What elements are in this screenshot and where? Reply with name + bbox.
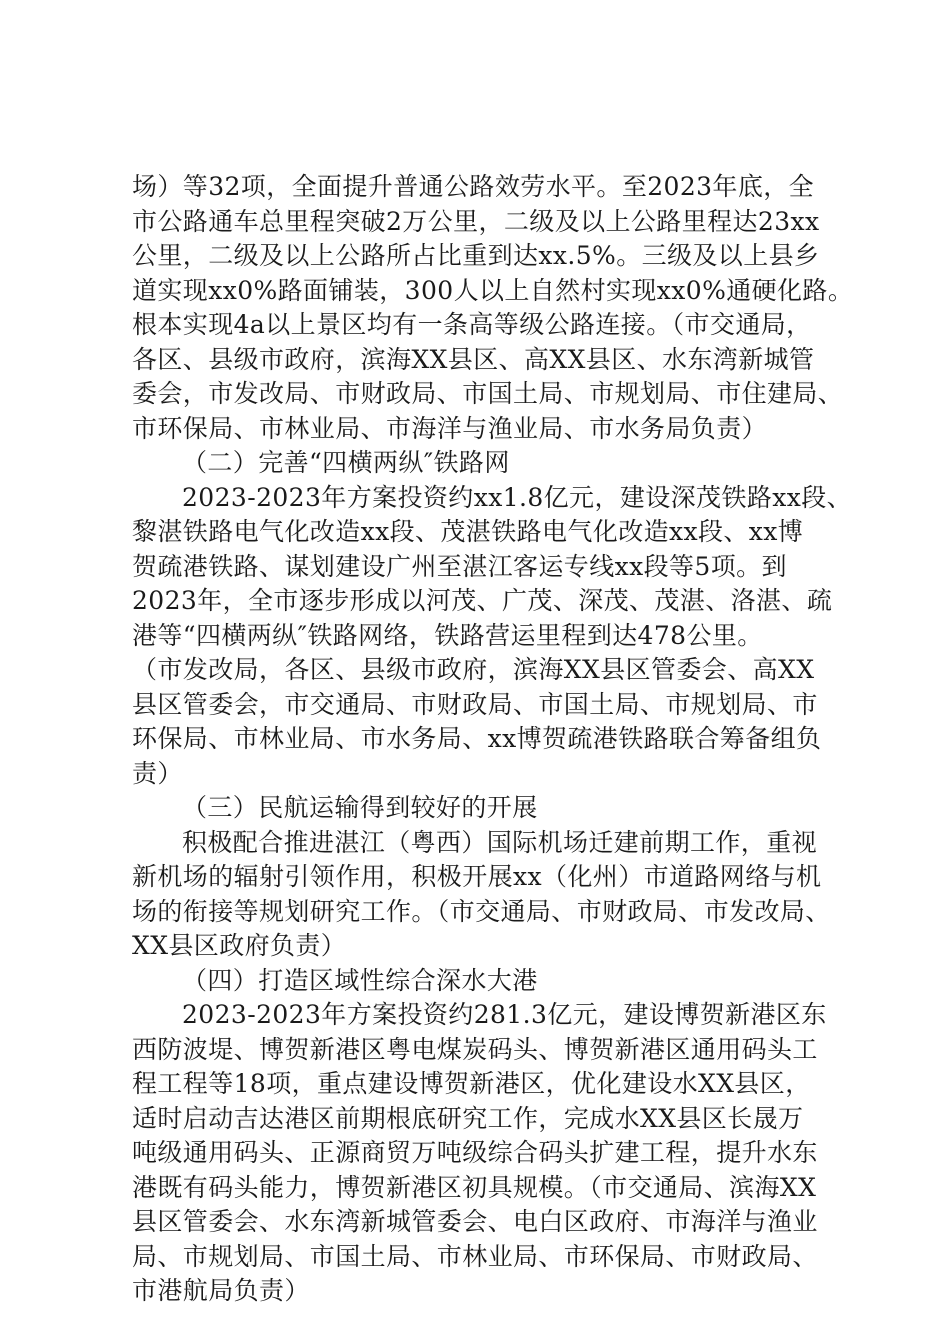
paragraph-line: 局、市规划局、市国土局、市林业局、市环保局、市财政局、 (132, 1241, 818, 1271)
paragraph-line: 市港航局负责） (132, 1276, 310, 1305)
paragraph-line: 新机场的辐射引领作用，积极开展xx（化州）市道路网络与机 (132, 862, 822, 891)
paragraph-line: 黎湛铁路电气化改造xx段、茂湛铁路电气化改造xx段、xx博 (132, 517, 804, 546)
paragraph-line: 2023年，全市逐步形成以河茂、广茂、深茂、茂湛、洛湛、疏 (132, 586, 833, 615)
paragraph-line: XX县区政府负责） (132, 931, 347, 960)
paragraph-line: 贺疏港铁路、谋划建设广州至湛江客运专线xx段等5项。到 (132, 551, 787, 581)
paragraph-line: 西防波堤、博贺新港区粤电煤炭码头、博贺新港区通用码头工 (132, 1034, 818, 1064)
paragraph-line: 道实现xx0%路面铺装，300人以上自然村实现xx0%通硬化路。 (132, 275, 854, 305)
paragraph-line: 县区管委会，市交通局、市财政局、市国土局、市规划局、市 (132, 689, 818, 719)
paragraph-line: 根本实现4a以上景区均有一条高等级公路连接。（市交通局， (132, 310, 812, 339)
paragraph-line: 市公路通车总里程突破2万公里，二级及以上公路里程达23xx (132, 206, 820, 236)
paragraph-line: 场）等32项，全面提升普通公路效劳水平。至2023年底，全 (132, 172, 815, 201)
paragraph-line: 公里，二级及以上公路所占比重到达xx.5%。三级及以上县乡 (132, 241, 820, 270)
paragraph-line: 2023-2023年方案投资约xx1.8亿元，建设深茂铁路xx段、 (182, 482, 853, 512)
paragraph-line: 程工程等18项，重点建设博贺新港区，优化建设水XX县区， (132, 1069, 811, 1098)
paragraph-line: 场的衔接等规划研究工作。（市交通局、市财政局、市发改局、 (132, 896, 831, 926)
paragraph-line: 市环保局、市林业局、市海洋与渔业局、市水务局负责） (132, 413, 768, 443)
paragraph-line: （市发改局，各区、县级市政府，滨海XX县区管委会、高XX (132, 655, 815, 684)
paragraph-line: 港等“四横两纵″铁路网络，铁路营运里程到达478公里。 (132, 620, 763, 650)
paragraph-line: 积极配合推进湛江（粤西）国际机场迁建前期工作，重视 (182, 827, 818, 857)
section-heading: （二）完善“四横两纵″铁路网 (182, 448, 510, 477)
document-body (132, 170, 854, 1309)
paragraph-line: 责） (132, 758, 183, 788)
paragraph-line: 2023-2023年方案投资约281.3亿元，建设博贺新港区东 (182, 1000, 827, 1029)
paragraph-line: 环保局、市林业局、市水务局、xx博贺疏港铁路联合筹备组负 (132, 724, 822, 753)
section-heading: （四）打造区域性综合深水大港 (182, 965, 538, 995)
paragraph-line: 吨级通用码头、正源商贸万吨级综合码头扩建工程，提升水东 (132, 1138, 818, 1167)
paragraph-line: 委会，市发改局、市财政局、市国土局、市规划局、市住建局、 (132, 379, 844, 408)
section-heading: （三）民航运输得到较好的开展 (182, 793, 538, 822)
paragraph-line: 县区管委会、水东湾新城管委会、电白区政府、市海洋与渔业 (132, 1207, 818, 1236)
paragraph-line: 港既有码头能力，博贺新港区初具规模。（市交通局、滨海XX (132, 1172, 817, 1202)
paragraph-line: 适时启动吉达港区前期根底研究工作，完成水XX县区长晟万 (132, 1103, 804, 1133)
paragraph-line: 各区、县级市政府，滨海XX县区、高XX县区、水东湾新城管 (132, 344, 815, 374)
